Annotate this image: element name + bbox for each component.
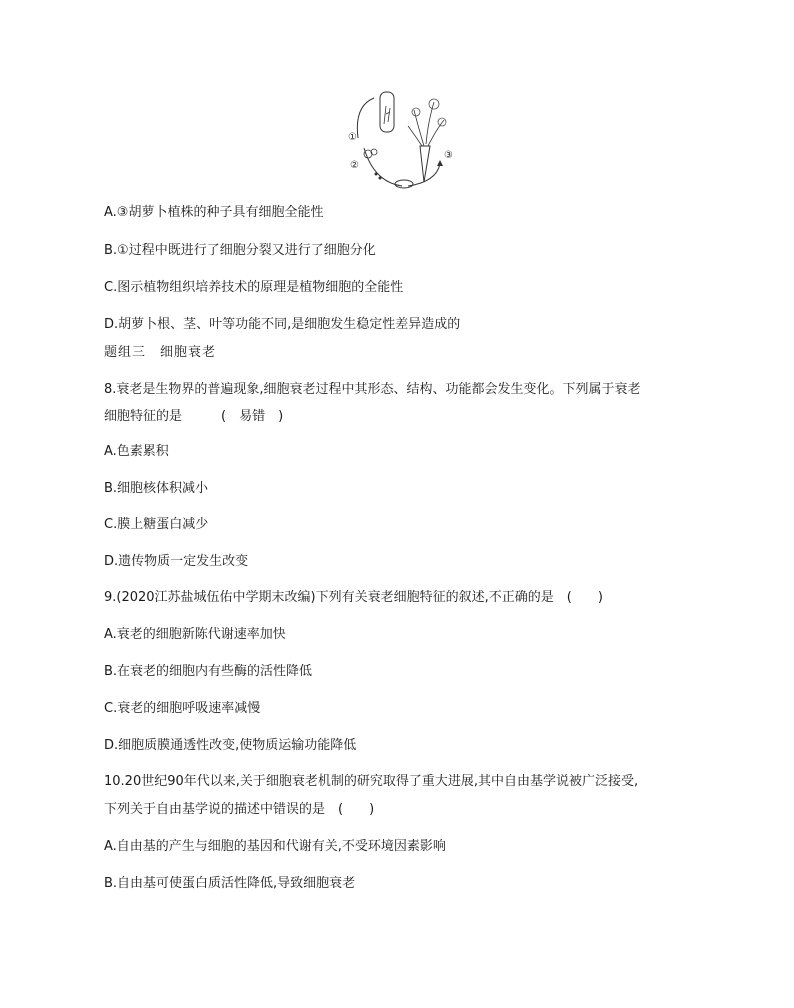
q10-option-b: B.自由基可使蛋白质活性降低,导致细胞衰老 (104, 876, 356, 891)
q9-option-d: D.细胞质膜通透性改变,使物质运输功能降低 (104, 738, 357, 753)
tissue-culture-figure (344, 86, 460, 192)
arrow-arc-bottom (364, 148, 402, 186)
q9-option-c: C.衰老的细胞呼吸速率减慢 (104, 701, 261, 716)
q7-option-a: A.③胡萝卜植株的种子具有细胞全能性 (104, 205, 324, 220)
q10-stem-line1: 10.20世纪90年代以来,关于细胞衰老机制的研究取得了重大进展,其中自由基学说被广泛接受, (104, 774, 639, 789)
q7-option-b: B.①过程中既进行了细胞分裂又进行了细胞分化 (104, 243, 376, 258)
test-tube (380, 92, 394, 132)
q10-option-a: A.自由基的产生与细胞的基因和代谢有关,不受环境因素影响 (104, 839, 446, 854)
q8-option-b: B.细胞核体积减小 (104, 481, 209, 496)
section-title: 题组三 细胞衰老 (104, 345, 217, 360)
q10-stem-line2: 下列关于自由基学说的描述中错误的是 ( ) (104, 802, 375, 817)
tissue-culture-diagram (344, 86, 460, 192)
label-1: ① (348, 132, 357, 143)
q9-stem: 9.(2020江苏盐城伍佑中学期末改编)下列有关衰老细胞特征的叙述,不正确的是 ( ) (104, 590, 603, 605)
arrowhead (437, 160, 443, 166)
q9-option-a: A.衰老的细胞新陈代谢速率加快 (104, 627, 286, 642)
single-cell (375, 173, 378, 176)
q7-option-d: D.胡萝卜根、茎、叶等功能不同,是细胞发生稳定性差异造成的 (104, 317, 461, 332)
seedling (384, 106, 390, 124)
q8-option-a: A.色素累积 (104, 444, 169, 459)
q9-option-b: B.在衰老的细胞内有些酶的活性降低 (104, 664, 313, 679)
leaf-cluster (412, 108, 420, 116)
q8-stem-line2: 细胞特征的是 ( 易错 ) (104, 409, 284, 424)
label-2: ② (350, 160, 359, 171)
arrow-arc-left (357, 98, 374, 138)
leaf-cluster (429, 99, 439, 109)
label-3: ③ (444, 150, 453, 161)
q8-option-d: D.遗传物质一定发生改变 (104, 554, 249, 569)
q8-stem-line1: 8.衰老是生物界的普遍现象,细胞衰老过程中其形态、结构、功能都会发生变化。下列属于衰老 (104, 382, 641, 397)
petri-dish (395, 180, 413, 188)
q8-option-c: C.膜上糖蛋白减少 (104, 517, 209, 532)
single-cell-2 (379, 177, 382, 180)
q7-option-c: C.图示植物组织培养技术的原理是植物细胞的全能性 (104, 280, 404, 295)
carrot-root (420, 146, 430, 182)
